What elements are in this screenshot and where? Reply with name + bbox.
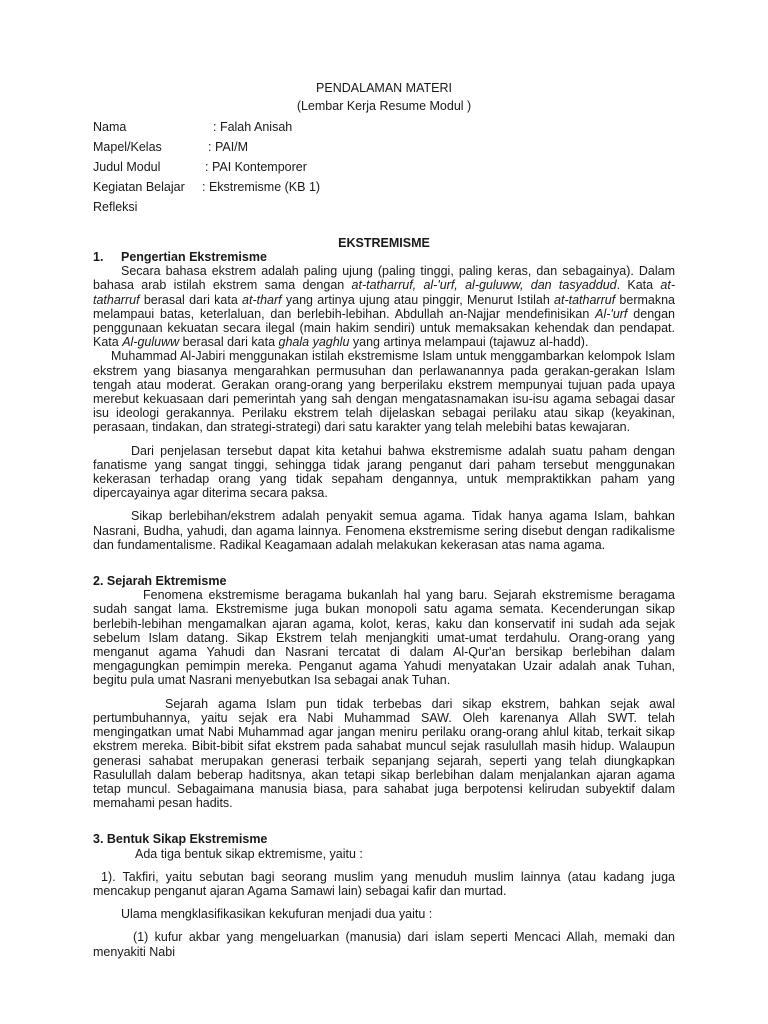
- meta-value: : Ekstremisme (KB 1): [202, 180, 321, 194]
- text-run: yang artinya ujung atau pinggir, Menurut Istilah: [281, 292, 555, 307]
- text-run-italic: at-tatharruf: [93, 278, 675, 307]
- meta-value: : Falah Anisah: [213, 120, 293, 134]
- section-3-paragraph-1: Ada tiga bentuk sikap ektremisme, yaitu :: [135, 846, 363, 861]
- text-run: berasal dari kata: [179, 335, 279, 350]
- document-subtitle: (Lembar Kerja Resume Modul ): [296, 99, 472, 113]
- text-run-italic: at-tatharruf, al-'urf, al-guluww, dan tasyaddud: [351, 278, 617, 293]
- section-2-title: 2. Sejarah Ektremisme: [93, 574, 227, 589]
- meta-row-judul: [93, 157, 675, 177]
- section-1-title: [93, 250, 675, 264]
- section-2-paragraph-2: Sejarah agama Islam pun tidak terbebas dari sikap ekstrem, bahkan sejak awal pertumbuhannya, yaitu sejak era Nabi Muhammad SAW. Oleh karenanya Allah SWT. telah mengingatkan umat Nabi Muhammad agar jangan meniru perilaku orang-orang ahlul kitab, terkait sikap ekstrem mereka. Bibit-bibit sifat ekstrem pada sahabat muncul sejak rasulullah masih hidup. Walaupun generasi sahabat merupakan generasi terbaik sepanjang sejarah, seperti yang telah diungkapkan Rasulullah dalam beberap haditsnya, akan tetapi sikap berlebihan dalam menjalankan ajaran agama tetap muncul. Sebagaimana manusia biasa, para sahabat juga berpotensi kelirudan subyektif dalam memahami pesan hadits.: [93, 696, 675, 811]
- section-1-paragraph-2: Muhammad Al-Jabiri menggunakan istilah ekstremisme Islam untuk menggambarkan kelompok Islam ekstrem yang biasanya mengarahkan permusuhan dan perlawanannya pada gerakan-gerakan Islam tengah atau moderat. Gerakan orang-orang yang berperilaku ekstrem mempunyai tujuan pada upaya merebut kekuasaan dari pemerintah yang sah dengan mengatasnamakan isu-isu agama sebagai dasar isu ideologi gerakannya. Perilaku ekstrem telah dijelaskan sebagai perilaku atau sikap (keyakinan, perasaan, tindakan, dan strategi-strategi) dari satu karakter yang telah melebihi batas kewajaran.: [93, 349, 675, 435]
- text-run-italic: at-tatharruf: [554, 292, 616, 307]
- section-1-number: 1.: [93, 250, 104, 264]
- text-run-italic: Al-'urf: [595, 306, 628, 321]
- meta-info: [93, 117, 675, 217]
- text-run: . Kata: [616, 278, 661, 293]
- meta-row-nama: [93, 117, 675, 137]
- meta-label: Mapel/Kelas: [93, 140, 162, 154]
- section-3-title: 3. Bentuk Sikap Ekstremisme: [93, 832, 268, 847]
- text-run: dengan penggunaan kekuatan secara ilegal (main hakim sendiri) untuk memaksakan kehendak dan pendapat. Kata: [93, 306, 676, 350]
- section-3-paragraph-3: Ulama mengklasifikasikan kekufuran menjadi dua yaitu :: [121, 907, 433, 922]
- document-title: PENDALAMAN MATERI: [316, 81, 452, 95]
- text-run-italic: ghala yaghlu: [278, 335, 350, 350]
- meta-row-refleksi: [93, 197, 675, 217]
- meta-value: : PAI Kontemporer: [205, 160, 307, 174]
- text-run: bermakna melampaui batas, keterlaluan, dan berlebih-lebihan. Abdullah an-Najjar mendefinisikan: [93, 292, 676, 321]
- section-3-paragraph-2: 1). Takfiri, yaitu sebutan bagi seorang muslim yang menuduh muslim lainnya (atau kadang juga mencakup penganut ajaran Agama Samawi lain) sebagai kafir dan murtad.: [93, 869, 675, 898]
- meta-label: Kegiatan Belajar: [93, 180, 185, 194]
- meta-row-mapel: [93, 137, 675, 157]
- meta-label: Nama: [93, 120, 127, 134]
- section-1-title-text: Pengertian Ekstremisme: [121, 250, 267, 264]
- text-run: yang artinya melampaui (tajawuz al-hadd).: [349, 335, 589, 350]
- meta-label: Refleksi: [93, 200, 138, 214]
- meta-value: : PAI/M: [208, 140, 249, 154]
- main-heading: EKSTREMISME: [338, 236, 430, 250]
- document-body: [93, 250, 675, 959]
- text-run: Secara bahasa ekstrem adalah paling ujung (paling tinggi, paling keras, dan sebagainya). Dalam bahasa arab istilah ekstrem sama dengan: [93, 264, 675, 293]
- meta-label: Judul Modul: [93, 160, 161, 174]
- text-run-italic: at-tharf: [242, 292, 282, 307]
- section-1-paragraph-4: Sikap berlebihan/ekstrem adalah penyakit semua agama. Tidak hanya agama Islam, bahkan Nasrani, Budha, yahudi, dan agama lainnya. Fenomena ekstremisme sering disebut dengan radikalisme dan fundamentalisme. Radikal Keagamaan adalah melakukan kekerasan atas nama agama.: [93, 509, 675, 552]
- meta-row-kegiatan: [93, 177, 675, 197]
- section-2-paragraph-1: Fenomena ekstremisme beragama bukanlah hal yang baru. Sejarah ekstremisme beragama sudah sangat lama. Ekstremisme juga bukan monopoli satu agama semata. Kecenderungan sikap berlebih-lebihan mengamalkan ajaran agama, kolot, keras, kaku dan konservatif ini sudah ada sejak sebelum Islam datang. Sikap Ekstrem telah menjangkiti umat-umat terdahulu. Orang-orang yang menganut agama Yahudi dan Nasrani tercatat di dalam Al-Qur'an bersikap berlebihan dalam mengagungkan pemimpin mereka. Penganut agama Yahudi menyatakan Uzair adalah anak Tuhan, begitu pula umat Nasrani menyebutkan Isa sebagai anak Tuhan.: [93, 588, 675, 688]
- text-run: berasal dari kata: [139, 292, 243, 307]
- section-3-paragraph-4: (1) kufur akbar yang mengeluarkan (manusia) dari islam seperti Mencaci Allah, memaki dan menyakiti Nabi: [93, 930, 675, 959]
- section-1-paragraph-3: Dari penjelasan tersebut dapat kita ketahui bahwa ekstremisme adalah suatu paham dengan fanatisme yang sangat tinggi, sehingga tidak jarang penganut dari paham tersebut menggunakan kekerasan terhadap orang yang tidak sepaham dengannya, untuk mempraktikkan paham yang dipercayainya agar diterima secara paksa.: [93, 443, 675, 501]
- text-run-italic: Al-guluww: [122, 335, 180, 350]
- section-1-paragraph-1: [93, 264, 675, 349]
